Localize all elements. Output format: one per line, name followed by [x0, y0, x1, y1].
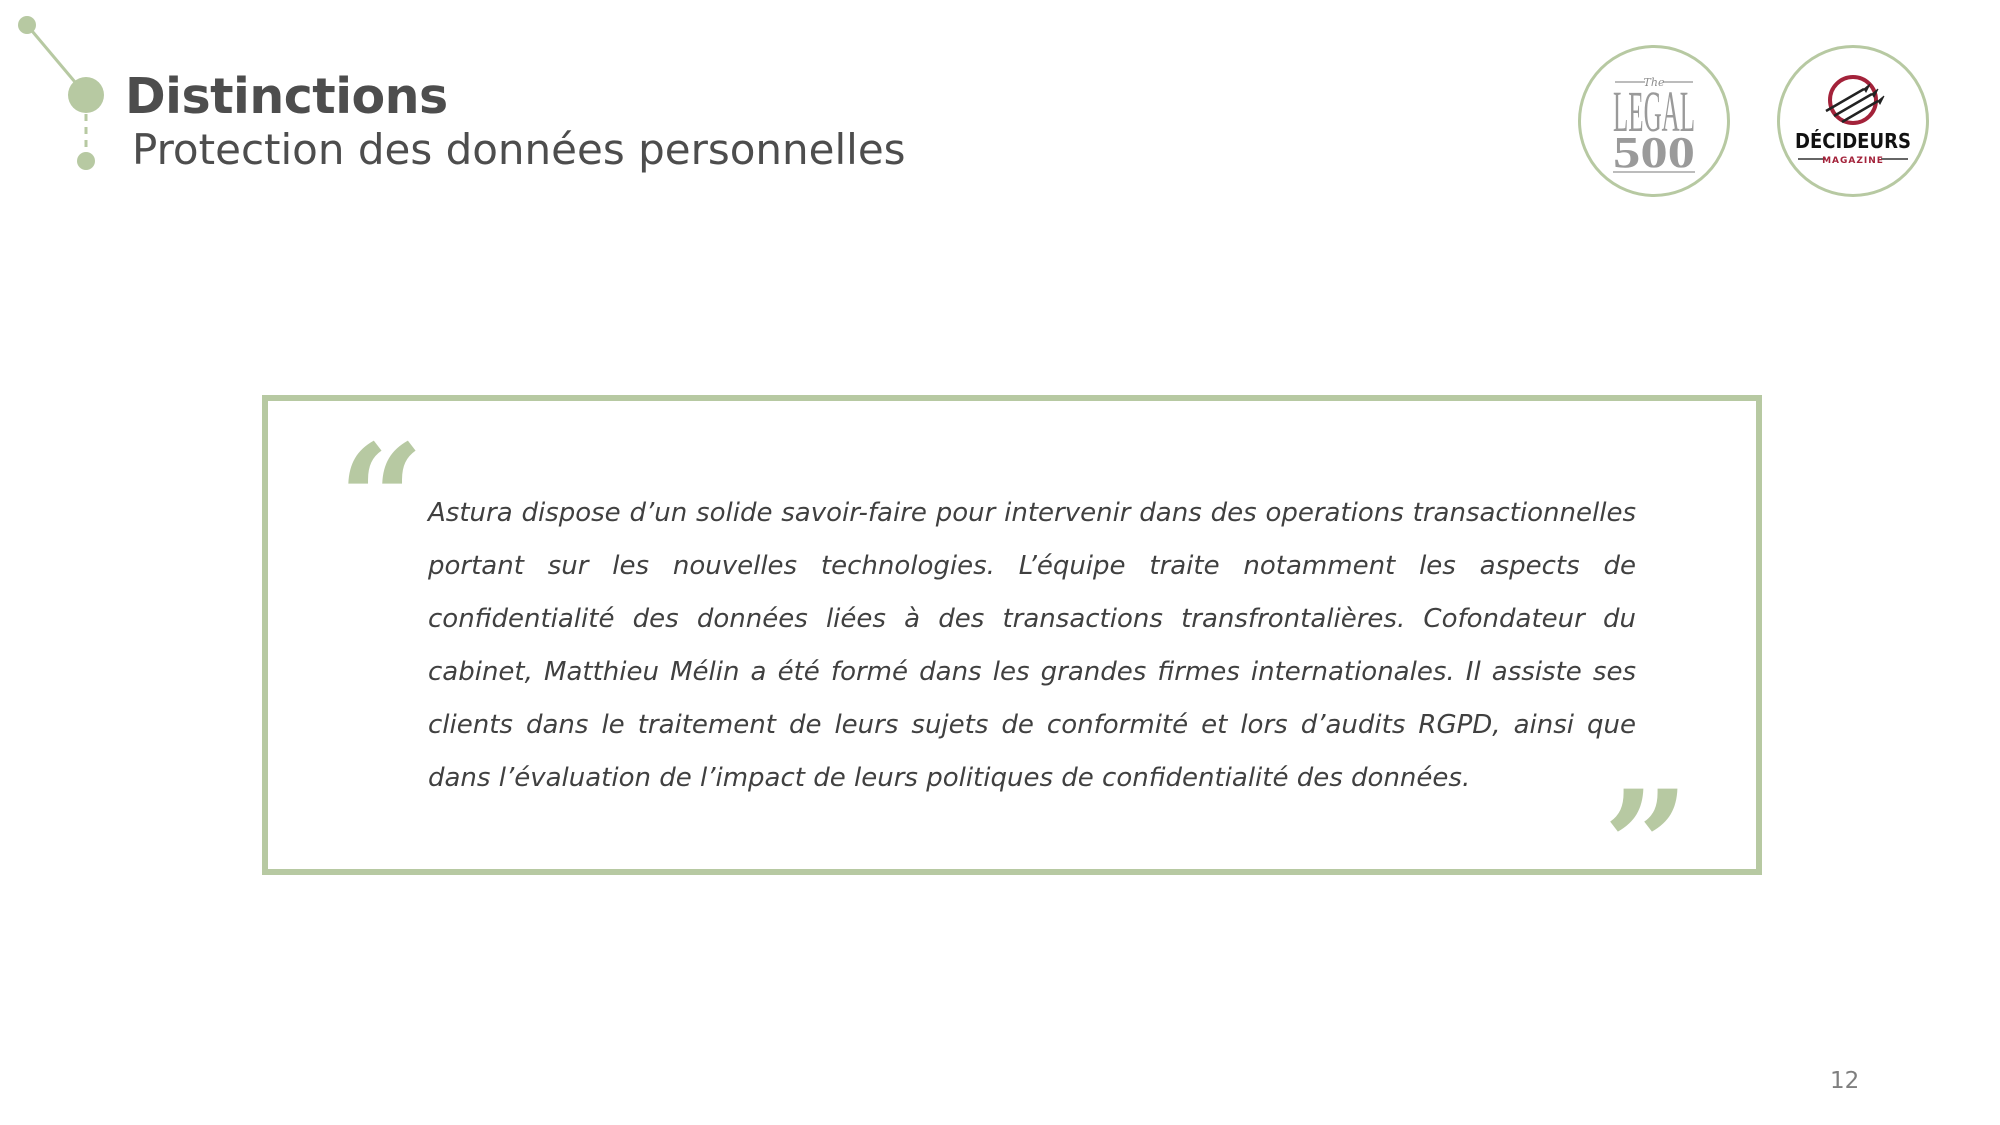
decideurs-magazine-logo	[1777, 45, 1929, 197]
page-title: Distinctions	[125, 68, 448, 125]
legal500-the-text: The	[1643, 76, 1665, 89]
legal500-bottom-text: 500	[1613, 128, 1695, 177]
decideurs-tagline-text: MAGAZINE	[1822, 156, 1884, 166]
page-number: 12	[1830, 1068, 1860, 1094]
quote-text: Astura dispose d’un solide savoir-faire pour intervenir dans des operations transactionnelles portant sur les nouvelles technologies. L’équipe traite notamment les aspects de confidentialité des données liées à des transactions transfrontalières. Cofondateur du cabinet, Matthieu Mélin a été formé dans les grandes firmes internationales. Il assiste ses clients dans le traitement de leurs sujets de conformité et lors d’audits RGPD, ainsi que dans l’évaluation de l’impact de leurs politiques de confidentialité des données.	[428, 498, 1636, 793]
close-quote-icon: ”	[1603, 758, 1690, 934]
quote-box	[262, 395, 1762, 934]
legal500-logo	[1578, 45, 1730, 197]
open-quote-icon: “	[338, 412, 425, 588]
page-subtitle: Protection des données personnelles	[132, 125, 906, 174]
header-ornament	[0, 0, 120, 190]
decideurs-name-text: DÉCIDEURS	[1795, 129, 1911, 153]
legal500-top-text: LEGAL	[1613, 79, 1695, 144]
